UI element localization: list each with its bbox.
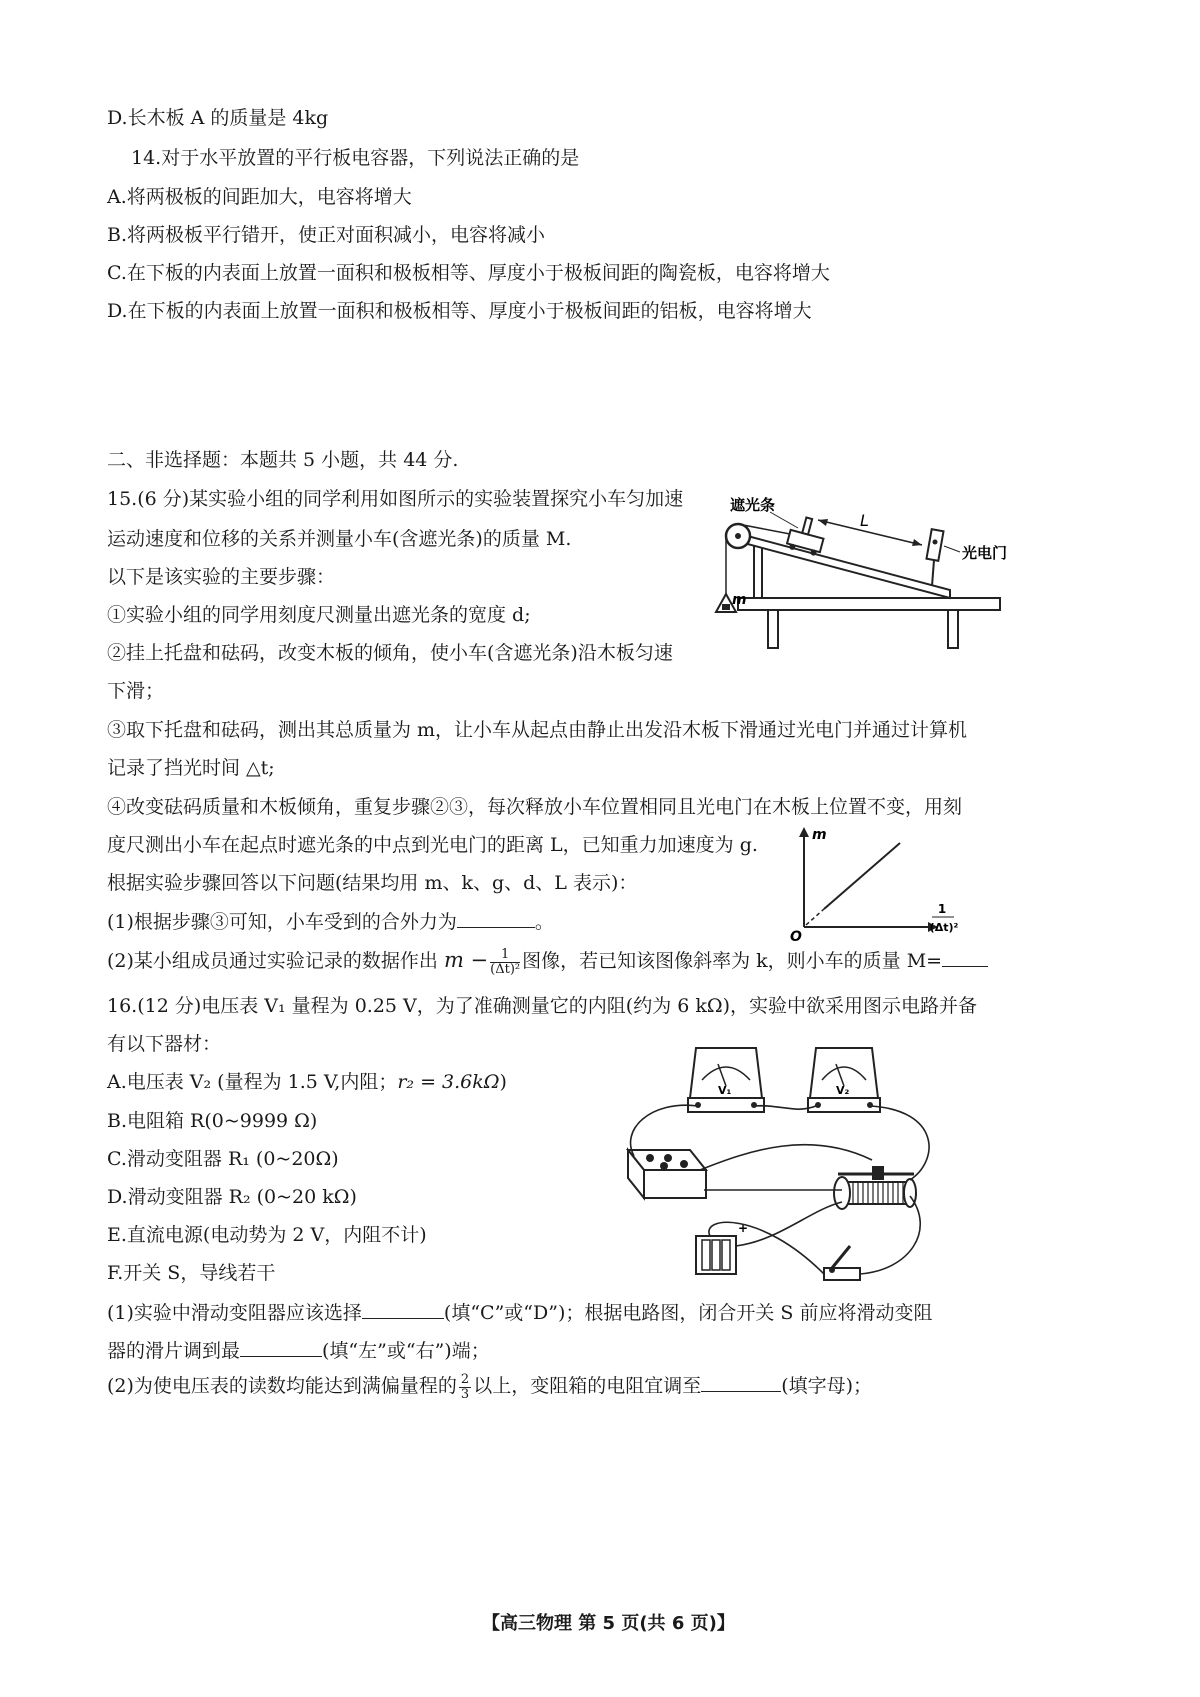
q13-option-d: D.长木板 A 的质量是 4kg xyxy=(107,107,329,129)
q15-step-1: ①实验小组的同学用刻度尺测量出遮光条的宽度 d; xyxy=(107,604,531,626)
fraction-numerator: 2 xyxy=(460,1371,470,1387)
q16-item-a-text: A.电压表 V₂ (量程为 1.5 V,内阻； xyxy=(107,1071,398,1093)
q15-step-4b: 度尺测出小车在起点时遮光条的中点到光电门的距离 L，已知重力加速度为 g. xyxy=(107,834,758,856)
q15-part-2 xyxy=(107,944,988,977)
y-axis-label: m xyxy=(812,827,827,843)
circuit-apparatus-figure xyxy=(610,1040,950,1300)
page-footer: 【高三物理 第 5 页(共 6 页)】 xyxy=(482,1613,735,1634)
q15-step-3a: ③取下托盘和砝码，测出其总质量为 m，让小车从起点由静止出发沿木板下滑通过光电门并通过计算机 xyxy=(107,719,968,741)
voltmeter-v1-label: V₁ xyxy=(718,1084,732,1097)
q15-part-1-text: (1)根据步骤③可知，小车受到的合外力为 xyxy=(107,911,457,933)
label-shading-strip: 遮光条 xyxy=(730,496,776,514)
q15-part-1-end: 。 xyxy=(534,911,554,933)
q14-option-c: C.在下板的内表面上放置一面积和极板相等、厚度小于极板间距的陶瓷板，电容将增大 xyxy=(107,262,830,284)
q16-part-2 xyxy=(107,1370,872,1402)
q16-item-a xyxy=(107,1070,507,1094)
q16-part-2-end: (填字母)； xyxy=(781,1375,873,1397)
label-mass-m: m xyxy=(732,592,747,608)
q16-part-1b-text: 器的滑片调到最 xyxy=(107,1340,241,1362)
incline-apparatus-figure xyxy=(710,490,1010,660)
q16-part-2-fraction xyxy=(459,1373,471,1402)
q15-step-5: 根据实验步骤回答以下问题(结果均用 m、k、g、d、L 表示)： xyxy=(107,872,638,894)
q14-option-d: D.在下板的内表面上放置一面积和极板相等、厚度小于极板间距的铝板，电容将增大 xyxy=(107,300,812,322)
x-axis-label-numerator: 1 xyxy=(937,902,947,916)
q14-stem: 14.对于水平放置的平行板电容器，下列说法正确的是 xyxy=(131,147,580,169)
x-axis-label-denominator: (Δt)² xyxy=(929,921,959,934)
fraction-denominator: (Δt)² xyxy=(490,961,521,977)
rheostat-icon xyxy=(834,1166,916,1209)
m-vs-inverse-dt-squared-graph xyxy=(780,825,980,945)
voltmeter-v1-icon xyxy=(688,1048,764,1112)
q16-part-2-text: (2)为使电压表的读数均能达到满偏量程的 xyxy=(107,1375,457,1397)
q16-part-1b xyxy=(107,1338,490,1363)
q16-part-1b-text-2: (填“左”或“右”)端； xyxy=(322,1340,490,1362)
answer-blank[interactable] xyxy=(362,1300,444,1319)
q16-part-1a-text: (1)实验中滑动变阻器应该选择 xyxy=(107,1302,362,1324)
switch-icon xyxy=(824,1246,860,1280)
q16-item-a-end: ) xyxy=(499,1071,507,1093)
q16-stem-2: 有以下器材： xyxy=(107,1033,222,1055)
q15-stem-1: 15.(6 分)某实验小组的同学利用如图所示的实验装置探究小车匀加速 xyxy=(107,488,684,510)
resistance-box-icon xyxy=(628,1150,706,1198)
q16-item-c: C.滑动变阻器 R₁ (0~20Ω) xyxy=(107,1148,339,1170)
voltmeter-v2-label: V₂ xyxy=(836,1084,850,1097)
q15-stem-2: 运动速度和位移的关系并测量小车(含遮光条)的质量 M. xyxy=(107,528,572,550)
q15-step-4a: ④改变砝码质量和木板倾角，重复步骤②③，每次释放小车位置相同且光电门在木板上位置不变，用刻 xyxy=(107,796,963,818)
q16-item-d: D.滑动变阻器 R₂ (0~20 kΩ) xyxy=(107,1186,357,1208)
q15-part-2-text-2: 图像，若已知该图像斜率为 k，则小车的质量 M= xyxy=(522,950,943,972)
q15-part-2-fraction xyxy=(490,948,520,977)
answer-blank[interactable] xyxy=(240,1338,322,1357)
battery-plus-label: + xyxy=(738,1221,749,1235)
q16-part-1a xyxy=(107,1300,932,1325)
q14-option-b: B.将两极板平行错开，使正对面积减小，电容将减小 xyxy=(107,224,546,246)
voltmeter-v2-icon xyxy=(808,1048,880,1112)
label-distance-L: L xyxy=(860,511,869,530)
label-photogate: 光电门 xyxy=(962,544,1008,562)
section-heading: 二、非选择题：本题共 5 小题，共 44 分. xyxy=(107,449,459,471)
q14-option-a: A.将两极板的间距加大，电容将增大 xyxy=(107,186,412,208)
q15-stem-3: 以下是该实验的主要步骤： xyxy=(107,566,336,588)
q16-item-f: F.开关 S，导线若干 xyxy=(107,1262,276,1284)
q15-step-2b: 下滑； xyxy=(107,680,165,702)
q15-step-3b: 记录了挡光时间 △t; xyxy=(107,757,275,779)
q16-item-a-math: r₂ = 3.6kΩ xyxy=(397,1071,500,1093)
q16-stem-1: 16.(12 分)电压表 V₁ 量程为 0.25 V，为了准确测量它的内阻(约为 6 kΩ)，实验中欲采用图示电路并备 xyxy=(107,995,978,1017)
battery-icon xyxy=(696,1221,748,1274)
q15-step-2a: ②挂上托盘和砝码，改变木板的倾角，使小车(含遮光条)沿木板匀速 xyxy=(107,642,673,664)
answer-blank[interactable] xyxy=(942,948,988,967)
q16-item-e: E.直流电源(电动势为 2 V，内阻不计) xyxy=(107,1224,427,1246)
fraction-denominator: 3 xyxy=(460,1386,470,1402)
q15-part-1 xyxy=(107,909,554,934)
q15-part-2-m: m − xyxy=(443,948,489,972)
q15-part-2-text: (2)某小组成员通过实验记录的数据作出 xyxy=(107,950,438,972)
q16-part-2-text-2: 以上，变阻箱的电阻宜调至 xyxy=(473,1375,702,1397)
q16-part-1a-text-2: (填“C”或“D”)；根据电路图，闭合开关 S 前应将滑动变阻 xyxy=(443,1302,933,1324)
q16-item-b: B.电阻箱 R(0~9999 Ω) xyxy=(107,1110,318,1132)
answer-blank[interactable] xyxy=(701,1373,781,1392)
fraction-numerator: 1 xyxy=(490,948,520,963)
origin-label: O xyxy=(790,929,802,945)
answer-blank[interactable] xyxy=(457,909,535,928)
